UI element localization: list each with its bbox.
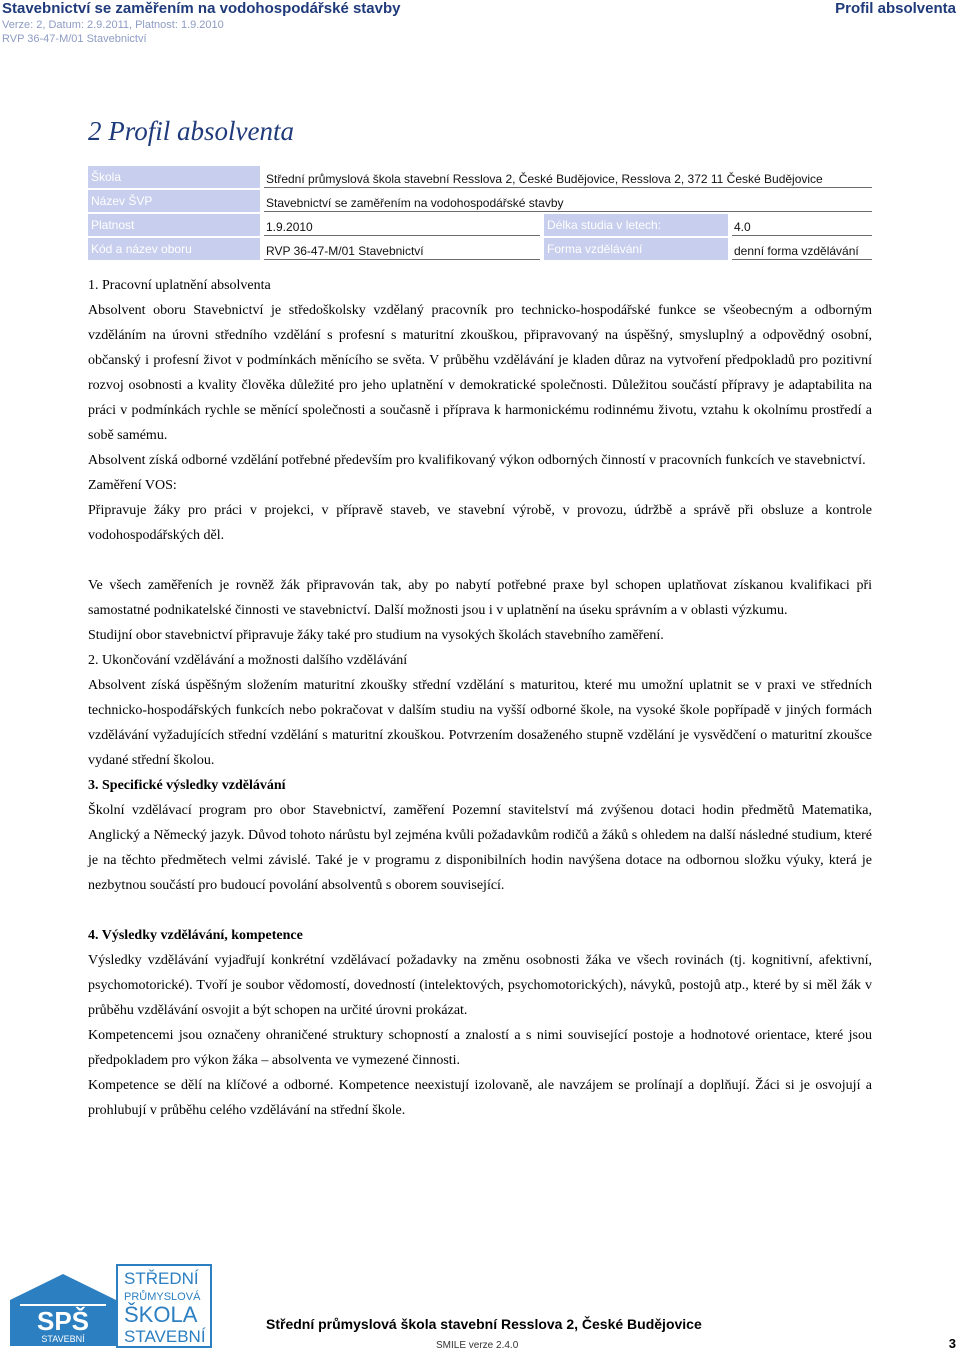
paragraph: Studijní obor stavebnictví připravuje žáky také pro studium na vysokých školách stavebního zaměření. — [88, 628, 664, 643]
profile-body — [88, 273, 872, 1123]
paragraph: Kompetence se dělí na klíčové a odborné. Kompetence neexistují izolovaně, ale navzájem se prolínají a doplňují. Žáci si je osvojují a prohlubují v průběhu celého vzdělávání na střední škole. — [88, 1078, 872, 1118]
kod-label: Kód a název oboru — [88, 238, 260, 260]
paragraph: Absolvent oboru Stavebnictví je středoškolsky vzdělaný pracovník pro technicko-hospodářské funkce se všeobecným a odborným vzděláním na úrovni středního vzdělání s profesní s maturitní zkouškou, připravovaný na úspěšný, smysluplný a odpovědný osobní, občanský i profesní život v podmínkách měnícího se světa. V průběhu vzdělávání je kladen důraz na vytvoření předpokladů pro pozitivní rozvoj osobnosti a kvality člověka důležité pro jeho uplatnění v demokratické společnosti. Důležitou součástí přípravy je adaptabilita na práci v podmínkách rychle se měnící společnosti a současně i příprava k harmonickému rodinnému životu, vztahu k okolnímu prostředí a sobě samému. — [88, 303, 872, 443]
document-header-title: Stavebnictví se zaměřením na vodohospodářské stavby — [2, 0, 401, 17]
heading-ukoncovani: 2. Ukončování vzdělávání a možnosti dalšího vzdělávání — [88, 653, 408, 668]
svp-value: Stavebnictví se zaměřením na vodohospodářské stavby — [264, 190, 872, 212]
info-row-skola — [88, 166, 872, 188]
footer-school: Střední průmyslová škola stavební Resslova 2, České Budějovice — [266, 1316, 702, 1332]
kod-value: RVP 36-47-M/01 Stavebnictví — [264, 238, 540, 260]
logo-line2: PRŮMYSLOVÁ — [124, 1291, 201, 1303]
paragraph: Absolvent získá úspěšným složením maturitní zkoušky střední vzdělání s maturitou, které mu umožní uplatnit se v praxi ve středních technicko-hospodářských funkcích nebo pokračovat v dalším studiu na vyšší odborné škole, na vysoké škole popřípadě v jiných formách vzdělávání vyžadujících střední vzdělání s maturitní zkouškou. Potvrzením dosaženého stupně vzdělání je vysvědčení o maturitní zkoušce vydané střední školou. — [88, 678, 872, 768]
footer-version: SMILE verze 2.4.0 — [436, 1340, 519, 1351]
paragraph: Zaměření VOS: — [88, 478, 177, 493]
header-section-name: Profil absolventa — [835, 0, 956, 17]
version-line: Verze: 2, Datum: 2.9.2011, Platnost: 1.9.2010 — [2, 19, 224, 31]
info-row-svp — [88, 190, 872, 212]
logo-line1: STŘEDNÍ — [124, 1269, 199, 1288]
delka-value: 4.0 — [732, 214, 872, 236]
delka-label: Délka studia v letech: — [544, 214, 728, 236]
paragraph: Absolvent získá odborné vzdělání potřebné především pro kvalifikovaný výkon odborných činností v pracovních funkcích ve stavebnictví. — [88, 453, 866, 468]
section-title: 2 Profil absolventa — [88, 116, 294, 146]
paragraph: Ve všech zaměřeních je rovněž žák připravován tak, aby po nabytí potřebné praxe byl schopen uplatňovat získanou kvalifikaci při samostatné podnikatelské činnosti ve stavebnictví. Další možnosti jsou i v uplatnění na úseku správním a v oblasti výzkumu. — [88, 578, 872, 618]
skola-label: Škola — [88, 166, 260, 188]
platnost-label: Platnost — [88, 214, 260, 236]
skola-value: Střední průmyslová škola stavební Resslova 2, České Budějovice, Resslova 2, 372 11 České Budějovice — [264, 166, 872, 188]
info-row-platnost — [88, 214, 872, 236]
svp-label: Název ŠVP — [88, 190, 260, 212]
heading-specificke-vysledky: 3. Specifické výsledky vzdělávání — [88, 778, 286, 793]
heading-vysledky-kompetence: 4. Výsledky vzdělávání, kompetence — [88, 928, 303, 943]
school-logo — [8, 1262, 216, 1355]
school-logo-graphic — [8, 1262, 216, 1350]
paragraph: Kompetencemi jsou označeny ohraničené struktury schopností a znalostí a s nimi související postoje a hodnotové orientace, které jsou předpokladem pro výkon žáka – absolventa ve vymezené činnosti. — [88, 1028, 872, 1068]
paragraph: Školní vzdělávací program pro obor Stavebnictví, zaměření Pozemní stavitelství má zvýšenou dotaci hodin předmětů Matematika, Anglický a Německý jazyk. Důvod tohoto nárůstu byl zejména kvůli požadavkům rodičů a žáků s ohledem na další následné studium, které je na těchto předmětech velmi závislé. Také je v programu z disponibilních hodin navýšena dotace na odbornou složku výuky, která je nezbytnou součástí pro budoucí povolání absolventů s oborem související. — [88, 803, 872, 893]
paragraph: Výsledky vzdělávání vyjadřují konkrétní vzdělávací požadavky na změnu osobnosti žáka ve všech rovinách (tj. kognitivní, afektivní, psychomotorické). Tvoří je soubor vědomostí, dovedností (intelektových, psychomotorických), návyků, postojů atp., které by si měl žák v průběhu vzdělávání osvojit a být schopen na určité úrovni prokázat. — [88, 953, 872, 1018]
platnost-value: 1.9.2010 — [264, 214, 540, 236]
rvp-line: RVP 36-47-M/01 Stavebnictví — [2, 33, 147, 45]
heading-pracovni-uplatneni: 1. Pracovní uplatnění absolventa — [88, 278, 271, 293]
paragraph: Připravuje žáky pro práci v projekci, v přípravě staveb, ve stavební výrobě, v provozu, údržbě a správě při obsluze a kontrole vodohospodářských děl. — [88, 503, 872, 543]
logo-sub: STAVEBNÍ — [41, 1334, 85, 1344]
logo-abbr: SPŠ — [36, 1306, 90, 1336]
page-number: 3 — [948, 1336, 956, 1351]
forma-label: Forma vzdělávání — [544, 238, 728, 260]
forma-value: denní forma vzdělávání — [732, 238, 872, 260]
info-row-kod — [88, 238, 872, 260]
logo-line3: ŠKOLA — [124, 1302, 198, 1327]
logo-line4: STAVEBNÍ — [124, 1327, 206, 1346]
